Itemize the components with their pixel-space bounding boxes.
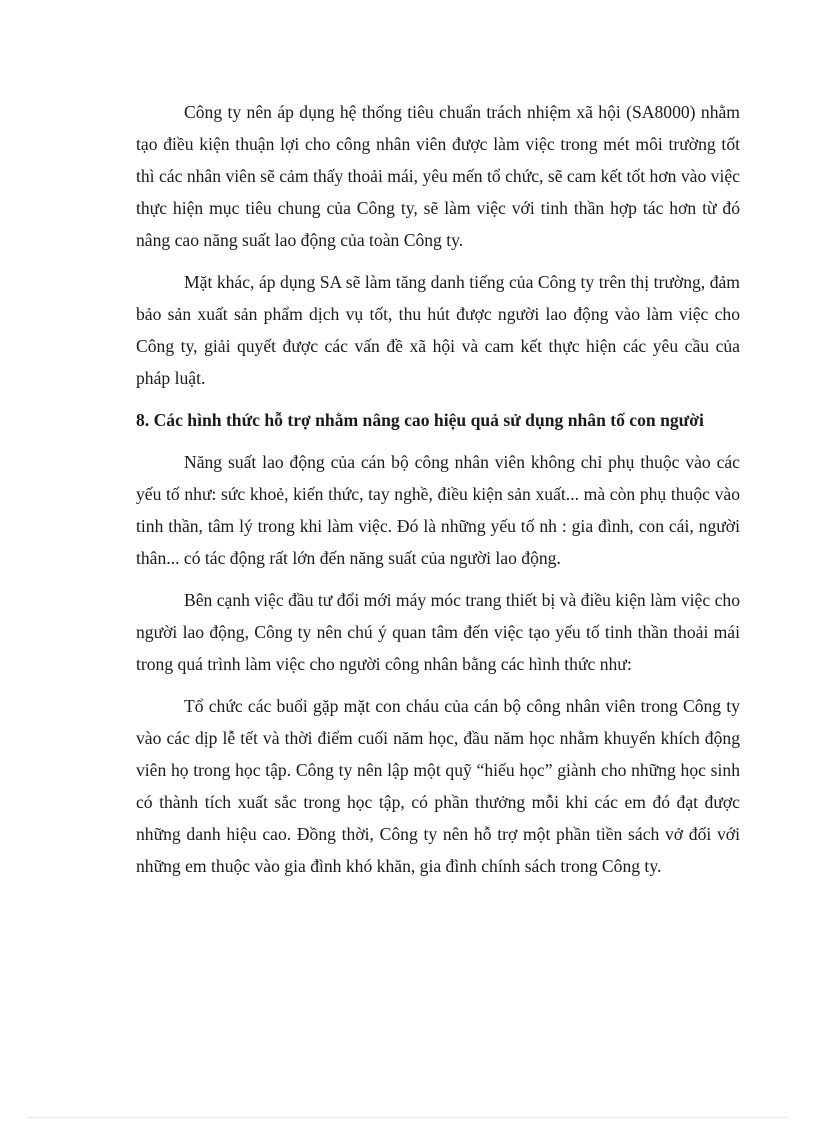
section-heading: 8. Các hình thức hỗ trợ nhằm nâng cao hiệu quả sử dụng nhân tố con người: [136, 410, 704, 430]
paragraph-investment-morale: Bên cạnh việc đầu tư đổi mới máy móc trang thiết bị và điều kiện làm việc cho người lao động, Công ty nên chú ý quan tâm đến việc tạo yếu tố tinh thần thoải mái trong quá trình làm việc cho người công nhân bằng các hình thức như:: [136, 590, 740, 674]
paragraph-sa8000-benefits: Công ty nên áp dụng hệ thống tiêu chuẩn trách nhiệm xã hội (SA8000) nhằm tạo điều kiện thuận lợi cho công nhân viên được làm việc trong mét môi trường tốt thì các nhân viên sẽ cảm thấy thoải mái, yêu mến tổ chức, sẽ cam kết tốt hơn vào việc thực hiện mục tiêu chung của Công ty, sẽ làm việc với tinh thần hợp tác hơn từ đó nâng cao năng suất lao động của toàn Công ty.: [136, 102, 740, 250]
document-page: [136, 96, 740, 892]
page-bottom-divider: [28, 1117, 788, 1118]
paragraph-sa-reputation: Mặt khác, áp dụng SA sẽ làm tăng danh tiếng của Công ty trên thị trường, đảm bảo sản xuất sản phẩm dịch vụ tốt, thu hút được người lao động vào làm việc cho Công ty, giải quyết được các vấn đề xã hội và cam kết thực hiện các yêu cầu của pháp luật.: [136, 272, 740, 388]
paragraph-family-support: Tổ chức các buổi gặp mặt con cháu của cán bộ công nhân viên trong Công ty vào các dịp lễ tết và thời điểm cuối năm học, đầu năm học nhằm khuyến khích động viên họ trong học tập. Công ty nên lập một quỹ “hiếu học” giành cho những học sinh có thành tích xuất sắc trong học tập, có phần thưởng mỗi khi các em đó đạt được những danh hiệu cao. Đồng thời, Công ty nên hỗ trợ một phần tiền sách vở đối với những em thuộc vào gia đình khó khăn, gia đình chính sách trong Công ty.: [136, 696, 740, 876]
paragraph-productivity-factors: Năng suất lao động của cán bộ công nhân viên không chỉ phụ thuộc vào các yếu tố như: sức khoẻ, kiến thức, tay nghề, điều kiện sản xuất... mà còn phụ thuộc vào tinh thần, tâm lý trong khi làm việc. Đó là những yếu tố nh : gia đình, con cái, người thân... có tác động rất lớn đến năng suất của người lao động.: [136, 452, 740, 568]
